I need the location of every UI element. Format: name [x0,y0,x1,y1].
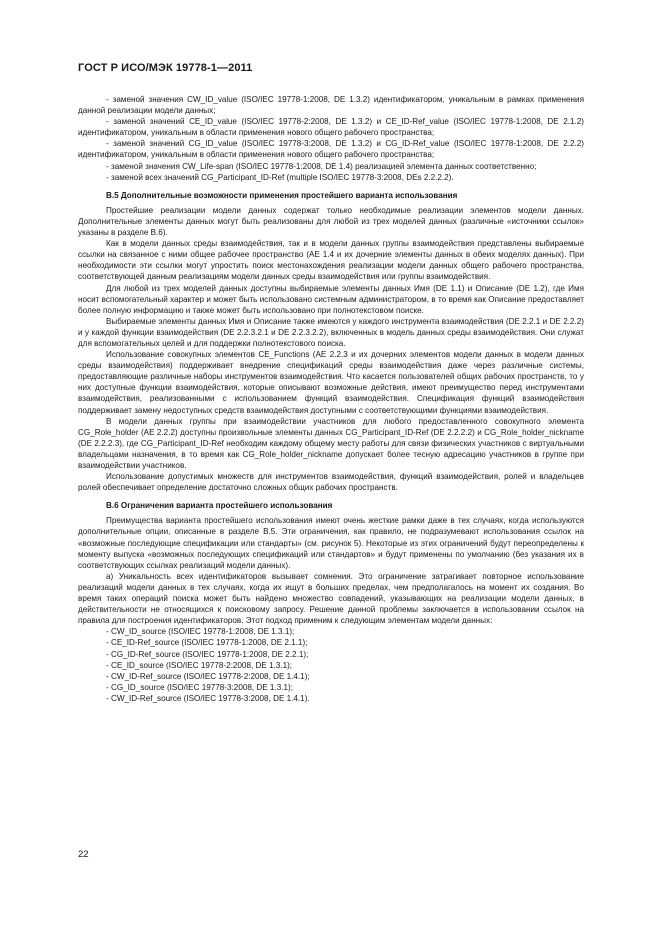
list-item: - CE_ID-Ref_source (ISO/IEC 19778-1:2008, DE 2.1.1); [106,638,308,648]
intro-item: - заменой значения CW_ID_value (ISO/IEC 19778-1:2008, DE 1.3.2) идентификатором, уникальным в рамках применения данной реализации модели данных; [78,95,584,116]
document-header: ГОСТ Р ИСО/МЭК 19778-1—2011 [78,62,253,74]
list-item: - CW_ID-Ref_source (ISO/IEC 19778-2:2008, DE 1.4.1); [106,671,310,681]
intro-item: - заменой значения CW_Life-span (ISO/IEC 19778-1:2008, DE 1.4) реализацией элемента данных соответственно; [106,161,537,171]
paragraph: В модели данных группы при взаимодействии участников для любого предоставленного совокупного элемента CG_Role_holder (AE 2.2.2) доступны произвольные элементы данных CG_Participant_ID-Ref (DE 2.2.2.2) и CG_Role_holder_nickname (DE 2.2.2.3), где CG_Participant_ID-Ref необходим каждому общему месту работы для связи физических участников с виртуальными владельцами назначения, в то время как CG_Role_holder_nickname допускает более тесную адресацию участников в группе при взаимодействии участников. [78,416,584,470]
list-item: - CG_ID-Ref_source (ISO/IEC 19778-1:2008, DE 2.2.1); [106,649,309,659]
paragraph: Для любой из трех моделей данных доступны выбираемые элементы данных Имя (DE 1.1) и Описание (DE 1.2), где Имя носит вспомогательный характер и может быть использовано системным администратором, в то время как Описание предоставляет более полную информацию и также может быть использовано при полнотекстовом поиске. [78,283,584,315]
list-item: - CW_ID_source (ISO/IEC 19778-1:2008, DE 1.3.1); [106,627,295,637]
paragraph: Как в модели данных среды взаимодействия, так и в модели данных группы взаимодействия представлены выбираемые ссылки на связанное с ними общее рабочее пространство (AE 1.4 и их дочерние элементы данных в обеих моделях данных). При необходимости эти ссылки могут упростить поиск местонахождения реализации модели данных общего рабочего пространства, соответствующей данным реализациям модели данных среды взаимодействия или группы взаимодействия. [78,239,584,282]
document-body [78,94,584,704]
list-item: - CE_ID_source (ISO/IEC 19778-2:2008, DE 1.3.1); [106,660,293,670]
intro-item: - заменой значений CG_ID_value (ISO/IEC 19778-3:2008, DE 1.3.2) и CG_ID-Ref_value (ISO/IEC 19778-1:2008, DE 2.2.2) идентификатором, уникальным в области применения нового общего рабочего пространства; [78,139,584,160]
intro-item: - заменой значений CE_ID_value (ISO/IEC 19778-2:2008, DE 1.3.2) и CE_ID-Ref_value (ISO/IEC 19778-1:2008, DE 2.1.2) идентификатором, уникальным в области применения нового общего рабочего пространства; [78,117,584,138]
list-item: - CG_ID_source (ISO/IEC 19778-3:2008, DE 1.3.1); [106,682,293,692]
paragraph: Использование допустимых множеств для инструментов взаимодействия, функций взаимодействия, ролей и владельцев ролей обеспечивает определение достаточно сложных общих рабочих пространств. [78,472,584,493]
paragraph: а) Уникальность всех идентификаторов вызывает сомнения. Это ограничение затрагивает повторное использование реализаций модели данных в тех случаях, когда их ищут в больших пределах, чем предполагалось на момент их создания. Во время таких операций поиска может быть найдено множество совпадений, указывающих на реализации модели данных, в действительности не относящихся к поисковому запросу. Решение данной проблемы заключается в использовании ссылок на правила для построения идентификаторов. Этот подход применим к следующим элементам модели данных: [78,571,584,626]
page-number: 22 [78,849,89,860]
list-item: - CW_ID-Ref_source (ISO/IEC 19778-3:2008, DE 1.4.1). [106,693,310,703]
identifier-source-list [78,626,584,704]
intro-item: - заменой всех значений CG_Participant_ID-Ref (multiple ISO/IEC 19778-3:2008, DEs 2.2.2.2). [106,172,454,182]
paragraph: Простейшие реализации модели данных содержат только необходимые реализации элементов модели данных. Дополнительные элементы данных могут быть реализованы для любой из трех моделей данных (различные «источники ссылок» указаны в разделе В.6). [78,205,584,238]
section-heading-b5: В.5 Дополнительные возможности применения простейшего варианта использования [106,190,458,200]
paragraph: Использование совокупных элементов CE_Functions (AE 2.2.3 и их дочерних элементов модели данных в модели данных среды взаимодействия) поддерживает внедрение спецификаций среды взаимодействия даже через различные системы, предоставляющие различные наборы инструментов взаимодействия. Что касается пользователей общих рабочих пространств, то у них доступные функции взаимодействия, которые описывают возможные действия, имеют преимущество перед инструментами взаимодействия, реализованными с использованием функций взаимодействия. Спецификация функций взаимодействия поддерживает замену недоступных средств взаимодействия доступными с соответствующими функциями взаимодействия. [78,350,584,415]
section-heading-b6: В.6 Ограничения варианта простейшего использования [106,501,333,511]
paragraph: Преимущества варианта простейшего использования имеют очень жесткие рамки даже в тех случаях, когда используются дополнительные опции, описанные в разделе В.5. Эти ограничения, как правило, не подразумевают использования ссылок на «возможные последующие спецификации или стандарты» (см. рисунок 5). Некоторые из этих ограничений будут переопределены к моменту выпуска «возможных последующих спецификаций или стандартов» и будут применены по умолчанию (без указания их в соответствующих ссылках реализаций модели данных). [78,516,584,570]
paragraph: Выбираемые элементы данных Имя и Описание также имеются у каждого инструмента взаимодействия (DE 2.2.1 и DE 2.2.2) и у каждой функции взаимодействия (DE 2.2.3.2.1 и DE 2.2.3.2.2), включенных в модель данных среды взаимодействия. Они служат для вспомогательных целей и для поддержки полнотекстового поиска. [78,316,584,348]
